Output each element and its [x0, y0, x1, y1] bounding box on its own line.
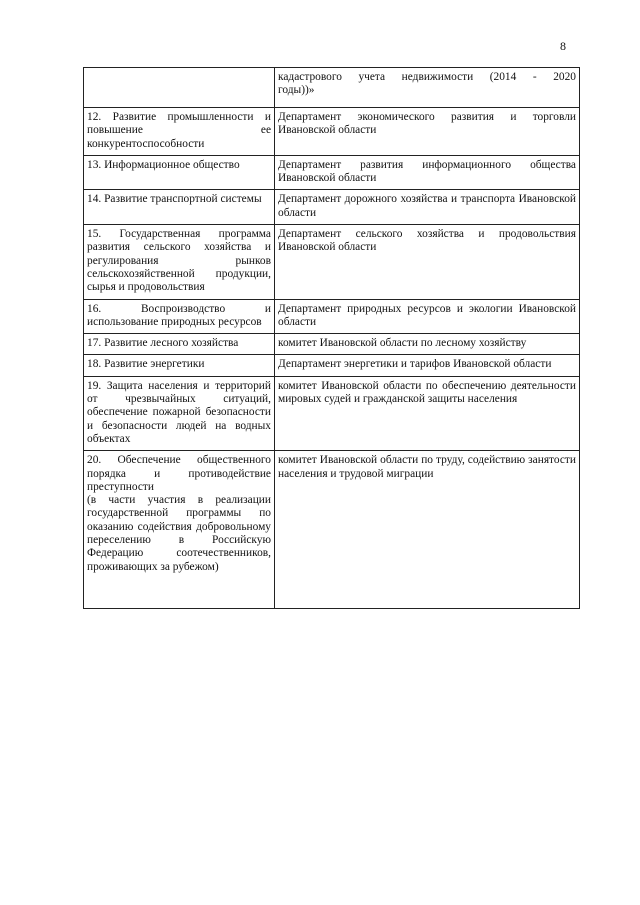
program-cell — [84, 451, 275, 609]
table-row — [84, 355, 580, 376]
executor-cell: Департамент энергетики и тарифов Ивановской области — [275, 355, 580, 376]
table-row — [84, 68, 580, 108]
table-row — [84, 451, 580, 609]
program-cell: 19. Защита населения и территорий от чрезвычайных ситуаций, обеспечение пожарной безопасности и безопасности людей на водных объектах — [84, 376, 275, 450]
table-row — [84, 334, 580, 355]
executor-cell: комитет Ивановской области по труду, содействию занятости населения и трудовой миграции — [275, 451, 580, 609]
table-row — [84, 376, 580, 450]
program-cell: 14. Развитие транспортной системы — [84, 190, 275, 225]
table-row — [84, 299, 580, 334]
program-cell: 13. Информационное общество — [84, 155, 275, 190]
program-cell: 12. Развитие промышленности и повышение ее конкурентоспособности — [84, 108, 275, 156]
executor-cell: комитет Ивановской области по лесному хозяйству — [275, 334, 580, 355]
executor-cell: комитет Ивановской области по обеспечению деятельности мировых судей и гражданской защиты населения — [275, 376, 580, 450]
table-row — [84, 108, 580, 156]
program-cell: 18. Развитие энергетики — [84, 355, 275, 376]
page-number: 8 — [560, 39, 566, 53]
program-cell: 16. Воспроизводство и использование природных ресурсов — [84, 299, 275, 334]
table-row — [84, 225, 580, 299]
executor-cell: Департамент развития информационного общества Ивановской области — [275, 155, 580, 190]
executor-cell: Департамент экономического развития и торговли Ивановской области — [275, 108, 580, 156]
executor-cell: Департамент сельского хозяйства и продовольствия Ивановской области — [275, 225, 580, 299]
executor-cell — [275, 68, 580, 108]
executor-cell: Департамент природных ресурсов и экологии Ивановской области — [275, 299, 580, 334]
executor-cell: Департамент дорожного хозяйства и транспорта Ивановской области — [275, 190, 580, 225]
table-row — [84, 155, 580, 190]
program-cell — [84, 68, 275, 108]
program-cell: 17. Развитие лесного хозяйства — [84, 334, 275, 355]
program-cell: 15. Государственная программа развития сельского хозяйства и регулирования рынков сельскохозяйственной продукции, сырья и продовольствия — [84, 225, 275, 299]
programs-table — [83, 67, 580, 609]
program-text: 20. Обеспечение общественного порядка и противодействие преступности — [87, 454, 271, 493]
executor-text-line: годы))» — [278, 84, 315, 97]
program-note: (в части участия в реализации государственной программы по оказанию содействия добровольному переселению в Российскую Федерацию соотечественников, проживающих за рубежом) — [87, 494, 271, 573]
table-row — [84, 190, 580, 225]
executor-text-line: кадастрового учета недвижимости (2014 - 2020 — [278, 71, 576, 83]
